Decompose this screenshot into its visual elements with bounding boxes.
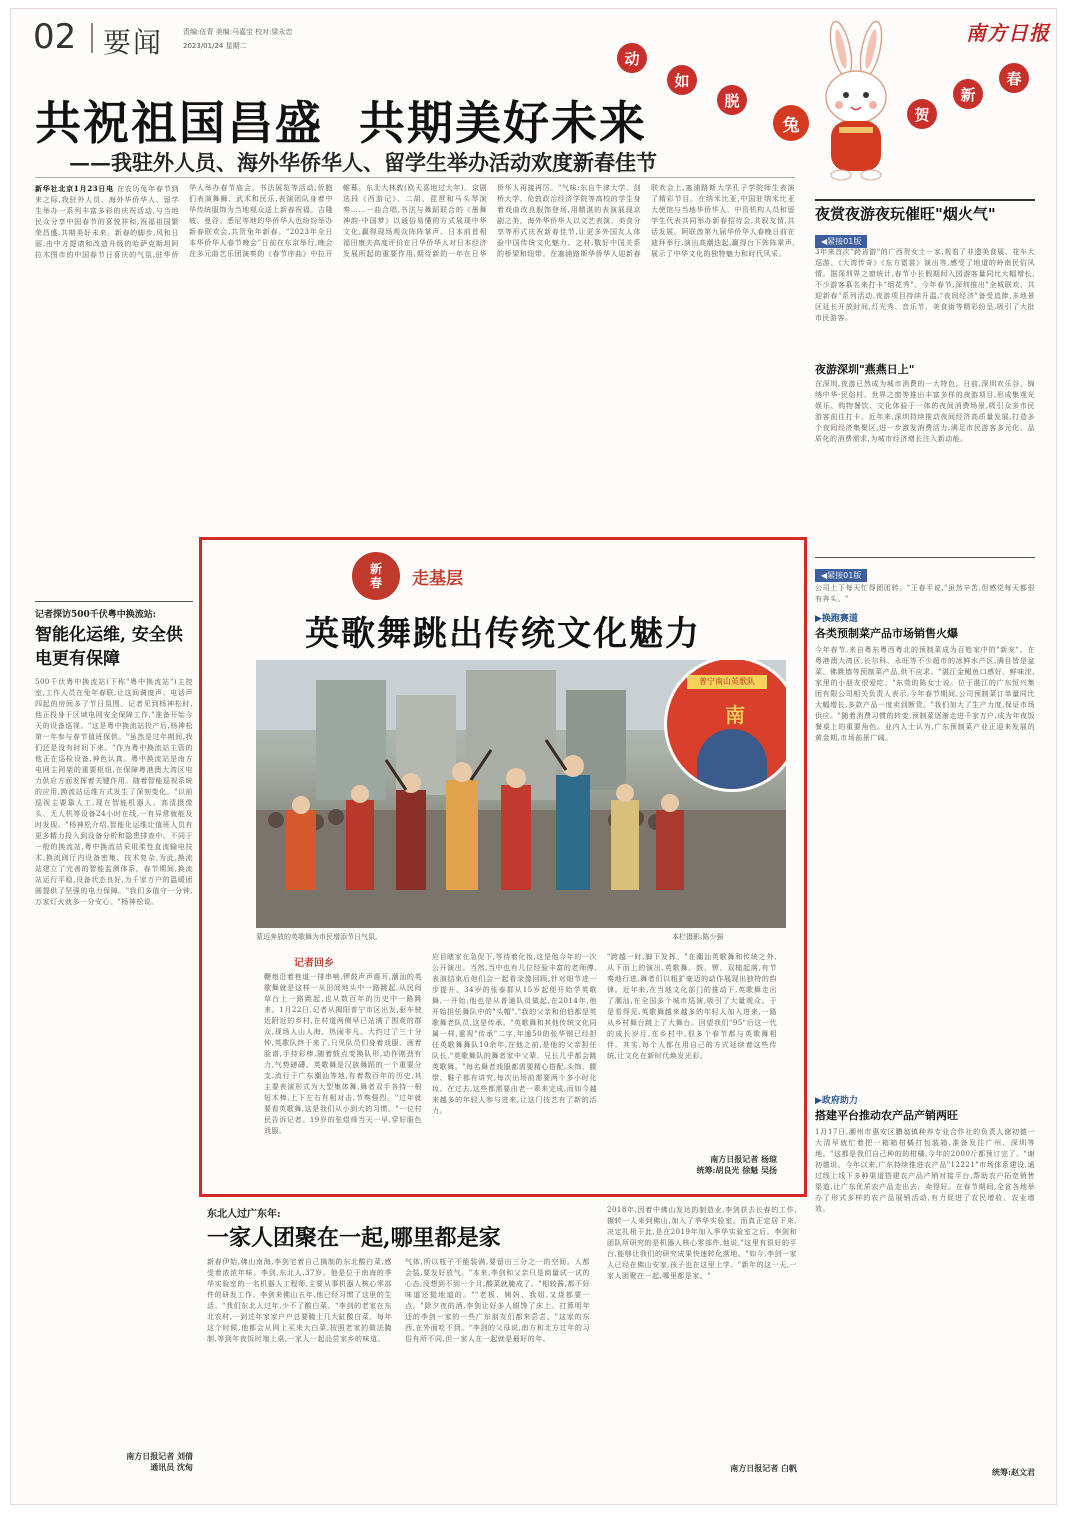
- right-bottom-tag: [815, 563, 867, 582]
- continued-tag: ◀紧接01版: [815, 235, 867, 248]
- feature-box: [199, 537, 807, 1197]
- right-column-bottom: [815, 557, 1035, 1487]
- section-name: 要闻: [103, 26, 164, 59]
- right-column-top: [815, 199, 1035, 529]
- feature-byline: 南方日报记者 杨琼 统筹:胡良光 徐魁 吴扬: [696, 1154, 777, 1175]
- lead-dateline: 新华社北京1月23日电: [35, 184, 114, 193]
- badge-char-2: 春: [369, 576, 382, 590]
- ribbon-subhead: 夜游深圳"燕燕日上": [815, 363, 915, 376]
- right-head-1: 各类预制菜产品市场销售火爆: [815, 627, 958, 640]
- feature-headline: 英歌舞跳出传统文化魅力: [305, 614, 701, 654]
- feature-photo: [256, 660, 786, 928]
- bottom-col-3: 2018年,因着中佛山发达的制造业,李剑获去长春的工作,辗转一人来到佛山,加入了季华实验室。而真正定居下来,决定扎根于此,是在2019年加入季华实验室之后。李剑和团队所研究的是机器人核心零部件,他说,"这里有很好的平台,能够让我们的研究成果快速转化落地。"如今,李剑一家人已经在佛山安家,孩子也在这里上学。"新年的这一天,一家人团聚在一起,哪里都是家。": [607, 1206, 797, 1280]
- right-sub-2: ▶政府助力: [815, 1096, 858, 1106]
- left-kicker: 记者探访500千伏粤中换流站:: [35, 610, 157, 620]
- newspaper-page: [10, 8, 1057, 1505]
- right-body-2: 1月17日,潮州市惠安区鹏翁镇种养专业合作社的负责人谢初德一大清早就忙着把一箱箱柑橘打包装箱,准备发往广州、深圳等地。"这都是我们自己种的的柑橘,今年的2000斤都预订完了。"谢初德说。今年以来,广东持续推进农产品"12221"市场体系建设,通过线上线下多种渠道搭建农产品产销对接平台,帮助农户拓宽销售渠道,让广东优质农产品走出去、卖得好。在春节期间,全省各地举办了形式多样的农产品展销活动,有力促进了农民增收、农业增效。: [815, 1128, 1035, 1213]
- bottom-story: [207, 1205, 799, 1485]
- deco-char-2: 如: [667, 65, 697, 95]
- inset-banner: 普宁南山英歌队: [687, 675, 767, 689]
- page-number: 02: [33, 17, 77, 57]
- bottom-col-2: 气体,所以瓶子不能装满,要留出三分之一的空间。人都会装,要发好放气。"本来,李剑和父亲只是商量试一试的心态,没想到不到一个月,酸菜就腌成了。"相较酱,都不好味道还挺地道的。""老板、姨妈、我姐,又烧都要一点。"除夕夜的酒,李剑让好多人眼馋了床上。打算明年还的李剑一家的一些广东朋友们都来尝尝。"这家的东西,在外面吃不到。"李剑的父母说,南方和北方过年的习俗有所不同,但一家人在一起就是最好的年。: [405, 1258, 590, 1343]
- inset-performer: [697, 729, 767, 792]
- lead-headline: 共祝祖国昌盛 共期美好未来: [35, 96, 648, 150]
- bottom-col-1: 新春伊始,佛山南海,李剑宅着自己摘制的东北酸白菜,感受着浓浓年味。李剑,东北人,37岁。他是位于南海的季华实验室的一名机器人工程师,主要从事机器人核心零部件的研发工作。李剑来佛山五年,他已经习惯了这里的生活。"我们东北人过年,少不了酸白菜。"李剑的老家在东北农村,一到过年家家户户总要腌上几大缸酸白菜。每年这个时候,他都会从网上买来大白菜,按照老家的做法腌制,等到年夜饭时端上桌,一家人一起品尝家乡的味道。: [207, 1258, 392, 1343]
- badge-char-1: 新: [369, 562, 382, 576]
- lead-body-text: 在农历兔年春节到来之际,我驻外人员、海外华侨华人、留学生举办一系列丰富多彩的庆祝活动,与当地民众分享中国春节的喜悦祥和,祝福祖国繁荣昌盛,共期美好未来。新春的脚步,风和日丽,由中方提请和改造升级的哈萨克斯坦阿拉木图市的中国春节日喜庆的气氛,驻华侨华人举办春节庙会、书法展览等活动;侨胞们表演舞狮、武术和民乐,表演团队身着中华传统服饰为当地观众送上新春祝福。吉隆坡、曼谷、悉尼等地的华侨华人也纷纷举办新春联欢会,共贺兔年新春。"2023年全日本华侨华人春节晚会"日前在东京举行,晚会在多元曲艺乐团演奏的《春节序曲》中拉开帷幕。东北大林敦(欧天喜地过大年)、京剧选段《西游记》、二胡、琵琶和马头琴演奏……一曲合唱,书法与舞蹈联合的《墨舞神韵·中国梦》以通俗易懂的方式展现中华文化,赢得现场观众阵阵掌声。日本前首相福田康夫高度评价在日华侨华人对日本经济发展所起的重要作用,期待新的一年在日华侨华人再接再厉。"气味:东自牛津大学、剑桥大学、伦敦政治经济学院等高校的学生身着戏曲改良服饰登场,用精湛的表演展现京剧之美。海外华侨华人以文艺表演、美食分享等形式庆祝新春佳节,让更多外国友人体验中国传统文化魅力。之材,敬好中国关系的桥梁和纽带。在塞浦路斯华侨华人迎新春联欢会上,塞浦路斯大学孔子学院师生表演了精彩节目。在纳米比亚,中国驻纳米比亚大使馆与当地华侨华人、中资机构人员和留学生代表共同举办新春招待会,共叙友情,共话发展。阿联酋第九届华侨华人春晚日前在迪拜举行,演出高潮迭起,赢得台下阵阵掌声,展示了中华文化的独特魅力和时代风采。: [35, 184, 795, 259]
- bottom-headline: 一家人团聚在一起,哪里都是家: [207, 1225, 501, 1251]
- right-byline: 统筹:赵文君: [992, 1467, 1035, 1477]
- right-lead-in: 公司上下每天忙得团团转。"王春平说,"虽然辛苦,但感觉每天都很有奔头。": [815, 584, 1035, 603]
- inset-banner-char: 南: [725, 703, 745, 727]
- ribbon-tag: [815, 229, 867, 248]
- rabbit-illustration: [801, 19, 911, 189]
- bottom-byline: 南方日报记者 白帆: [730, 1463, 797, 1473]
- feature-kicker: 走基层: [412, 569, 463, 589]
- editors-line: 责编:伍青 美编:马嘉宝 校对:梁永忠: [183, 28, 293, 36]
- right-sub-1: ▶换跑赛道: [815, 614, 858, 624]
- left-byline: 南方日报记者 刘倩 通讯员 沈甸: [126, 1451, 193, 1472]
- deco-char-6: 新: [953, 79, 983, 109]
- deco-char-4: 兔: [773, 105, 809, 141]
- right-bottom-rule: [815, 557, 1035, 558]
- brand-logo: 南方日报: [966, 21, 1050, 45]
- bottom-kicker: 东北人过广东年:: [207, 1209, 281, 1220]
- lead-article: [35, 183, 795, 533]
- feature-col-1: 鞭炮沿着巷道一排串响,锣鼓声声震耳,潮汕的英歌舞就是这样一从田间地头中一路跳起,从民间草台上一路跳起,也从数百年的历史中一路跳来。1月22日,记者从揭阳普宁市区出发,驱车驶近附近的乡村,在村道两侧早已站满了围观的群众,现场人山人海、热闹非凡。大约过了三十分钟,英歌队终于来了,只见队员们身着戏服、画着脸谱,手持彩棒,随着鼓点变换队形,动作刚劲有力,气势磅礴。英歌舞是汉族舞蹈的一个重要分支,流行于广东潮汕等地,有着数百年的历史,其主要表演形式为大型集体舞,舞者双手各持一根短木棒,上下左右有相对击,节奏强烈。"过年就要看英歌舞,这是我们从小到大的习惯。"一位村民告诉记者。19岁的张煜烽当天一早,穿好服色戏服。: [264, 973, 422, 1135]
- right-head-2: 搭建平台推动农产品产销两旺: [815, 1109, 958, 1122]
- left-body: 500千伏粤中换流站(下称"粤中换流站")主控室,工作人员在兔年春联,让这间调度声、电话声四起的房间多了节日氛围。记者见到杨神松时,他正投身于区域电网安全保障工作,"准备开始今天的设备巡视。"这是粤中换流站投产后,杨神松第一年参与春节值班保供。"虽然是过年期间,我们还是没有时间下来。"作为粤中换流站主管的他正在巡检设备,神色认真。粤中换流站是南方电网主网架的重要枢纽,在保障粤港澳大湾区电力供应方面发挥着关键作用。随着智能巡视系统的应用,换流站运维方式发生了深刻变化。"以前巡视主要靠人工,现在智能机器人、高清摄像头、无人机等设备24小时在线,一有异常就能及时发现。"杨神松介绍,智能化运维让值班人员有更多精力投入到设备分析和隐患排查中。不同于一般的换流站,粤中换流站采用柔性直流输电技术,换流阀厅内设备密集、技术复杂,为此,换流站建立了完善的智能监测体系。春节期间,换流站运行平稳,设备状态良好,为千家万户的温暖团圆提供了坚强的电力保障。"我们多值守一分钟,万家灯火就多一分安心。"杨神松说。: [35, 678, 193, 906]
- left-top-rule: [35, 601, 193, 602]
- feature-col-3: "跨越一时,脚下发挥。"在潮汕英歌舞和传统之外,从下而上的演出,英歌舞、鼓、锣、双槌起落,有节奏地行进,舞者们以粗犷豪迈的动作展现出独特的韵律。近年来,在当地文化部门的推动下,英歌舞走出了潮汕,在全国多个城市巡演,吸引了大量观众。于是看得见,英歌舞越来越多的年轻人加入进来,一路从乡村舞台跳上了大舞台。回望我们"95"后这一代的成长岁月,在乡村中,很多个春节都与英歌舞相伴。其实,每个人都在用自己的方式延续着这些传统,让文化在新时代焕发光彩。: [607, 953, 777, 1060]
- right-body-1: 今年春节,来自粤东粤西粤北的预制菜成为百姓家中的"新宠"。在粤港澳大湾区,长尔科、永旺等不少超市的冰鲜水产区,满目皆是盆菜、佛跳墙等预制菜产品,供不应求。"湛江金鲳鱼口感好、鲜味浓,家里的小朋友很爱吃。"东莞的陈女士说。位于湛江的广东恒兴集团有限公司相关负责人表示,今年春节期间,公司预制菜订单量同比大幅增长,多款产品一度卖到断货。"我们加大了生产力度,保证市场供应。"随着消费习惯的转变,预制菜逐渐走进千家万户,成为年夜饭餐桌上的重要角色。业内人士认为,广东预制菜产业正迎来发展的黄金期,市场前景广阔。: [815, 646, 1035, 742]
- deco-char-3: 脱: [717, 85, 747, 115]
- feature-subhead: 记者回乡: [294, 958, 334, 969]
- lead-body: [35, 183, 795, 533]
- ribbon-body-1: 3年来首次"跨省游"的广西贺女士一家,观看了非遗美食展、花车大巡游、《大湾传奇》《东方霓裳》演出等,感受了地道的岭南民俗风情。据深圳界之窗统计,春节小长假期间入园游客量同比大幅增长,不少游客慕名来打卡"烟花秀"。今年春节,深圳推出"全城联欢、共迎新春"系列活动,夜游项目持续升温,"夜间经济"备受追捧,多地景区延长开放时间,灯光秀、音乐节、美食街等精彩纷呈,吸引了大批市民游客。: [815, 248, 1035, 322]
- feature-badge: [352, 552, 400, 600]
- left-headline: 智能化运维, 安全供电更有保障: [35, 625, 183, 669]
- photo-caption: 蒙迈奔放的英歌舞为市民增添节日气氛。: [256, 933, 382, 941]
- deco-char-1: 动: [617, 43, 647, 73]
- lead-rule: [35, 177, 795, 178]
- deco-char-7: 春: [999, 63, 1029, 93]
- lead-subheadline: ——我驻外人员、海外华侨华人、留学生举办活动欢度新春佳节: [69, 150, 657, 175]
- header-divider: [91, 23, 93, 53]
- feature-col-2: 应目睹家在急促下,等待着化妆,这是他今年的一次公开演出。当然,当中也有几位经验丰富的老师傅,表演结束后他们会一起看录像回顾,针对细节进一步提升。34岁的张泰群从15岁起便开始学英歌舞,一开始,他也是从普通队员做起,在2014年,他开始担任舞队中的"头帽","我的父亲和伯伯都是英歌舞老队员,这是传承。"英歌舞和其他传统文化同属一样,重视"传承"二字,年逾50的张华钢已经担任英歌舞舞队10余年,在他之前,是他的父亲担任队长,"英歌舞队的舞者家中父辈、兄长几乎都会跳英歌舞。"每名舞者戏服都需要精心搭配,头饰、腰带、鞋子都有讲究,每次出场前需要两个多小时化妆。在过去,这些都需要由老一辈来完成,而如今越来越多的年轻人参与进来,让这门技艺有了新的活力。: [432, 953, 597, 1115]
- photo-credit: 本栏摄影:陈少强: [672, 933, 724, 941]
- ribbon-body-2: 在深圳,夜游已然成为城市消费的一大特色。日前,深圳欢乐谷、锦绣中华·民俗村、世界之窗等推出丰富多样的夜游项目,形成集观光娱乐、购物餐饮、文化体验于一体的夜间消费场景,吸引众多市民游客前往打卡。近年来,深圳持续推动夜间经济高质量发展,打造多个夜间经济集聚区,进一步激发消费活力,满足市民游客多元化、品质化的消费需求,为城市经济增长注入新动能。: [815, 380, 1035, 443]
- deco-char-5: 贺: [907, 99, 937, 129]
- continued-tag-2: ◀紧接01版: [815, 569, 867, 582]
- left-story: [35, 601, 193, 1481]
- right-top-rule: [815, 199, 1035, 201]
- ribbon-headline: 夜赏夜游夜玩催旺"烟火气": [815, 205, 996, 223]
- issue-date: 2023/01/24 星期二: [183, 42, 247, 50]
